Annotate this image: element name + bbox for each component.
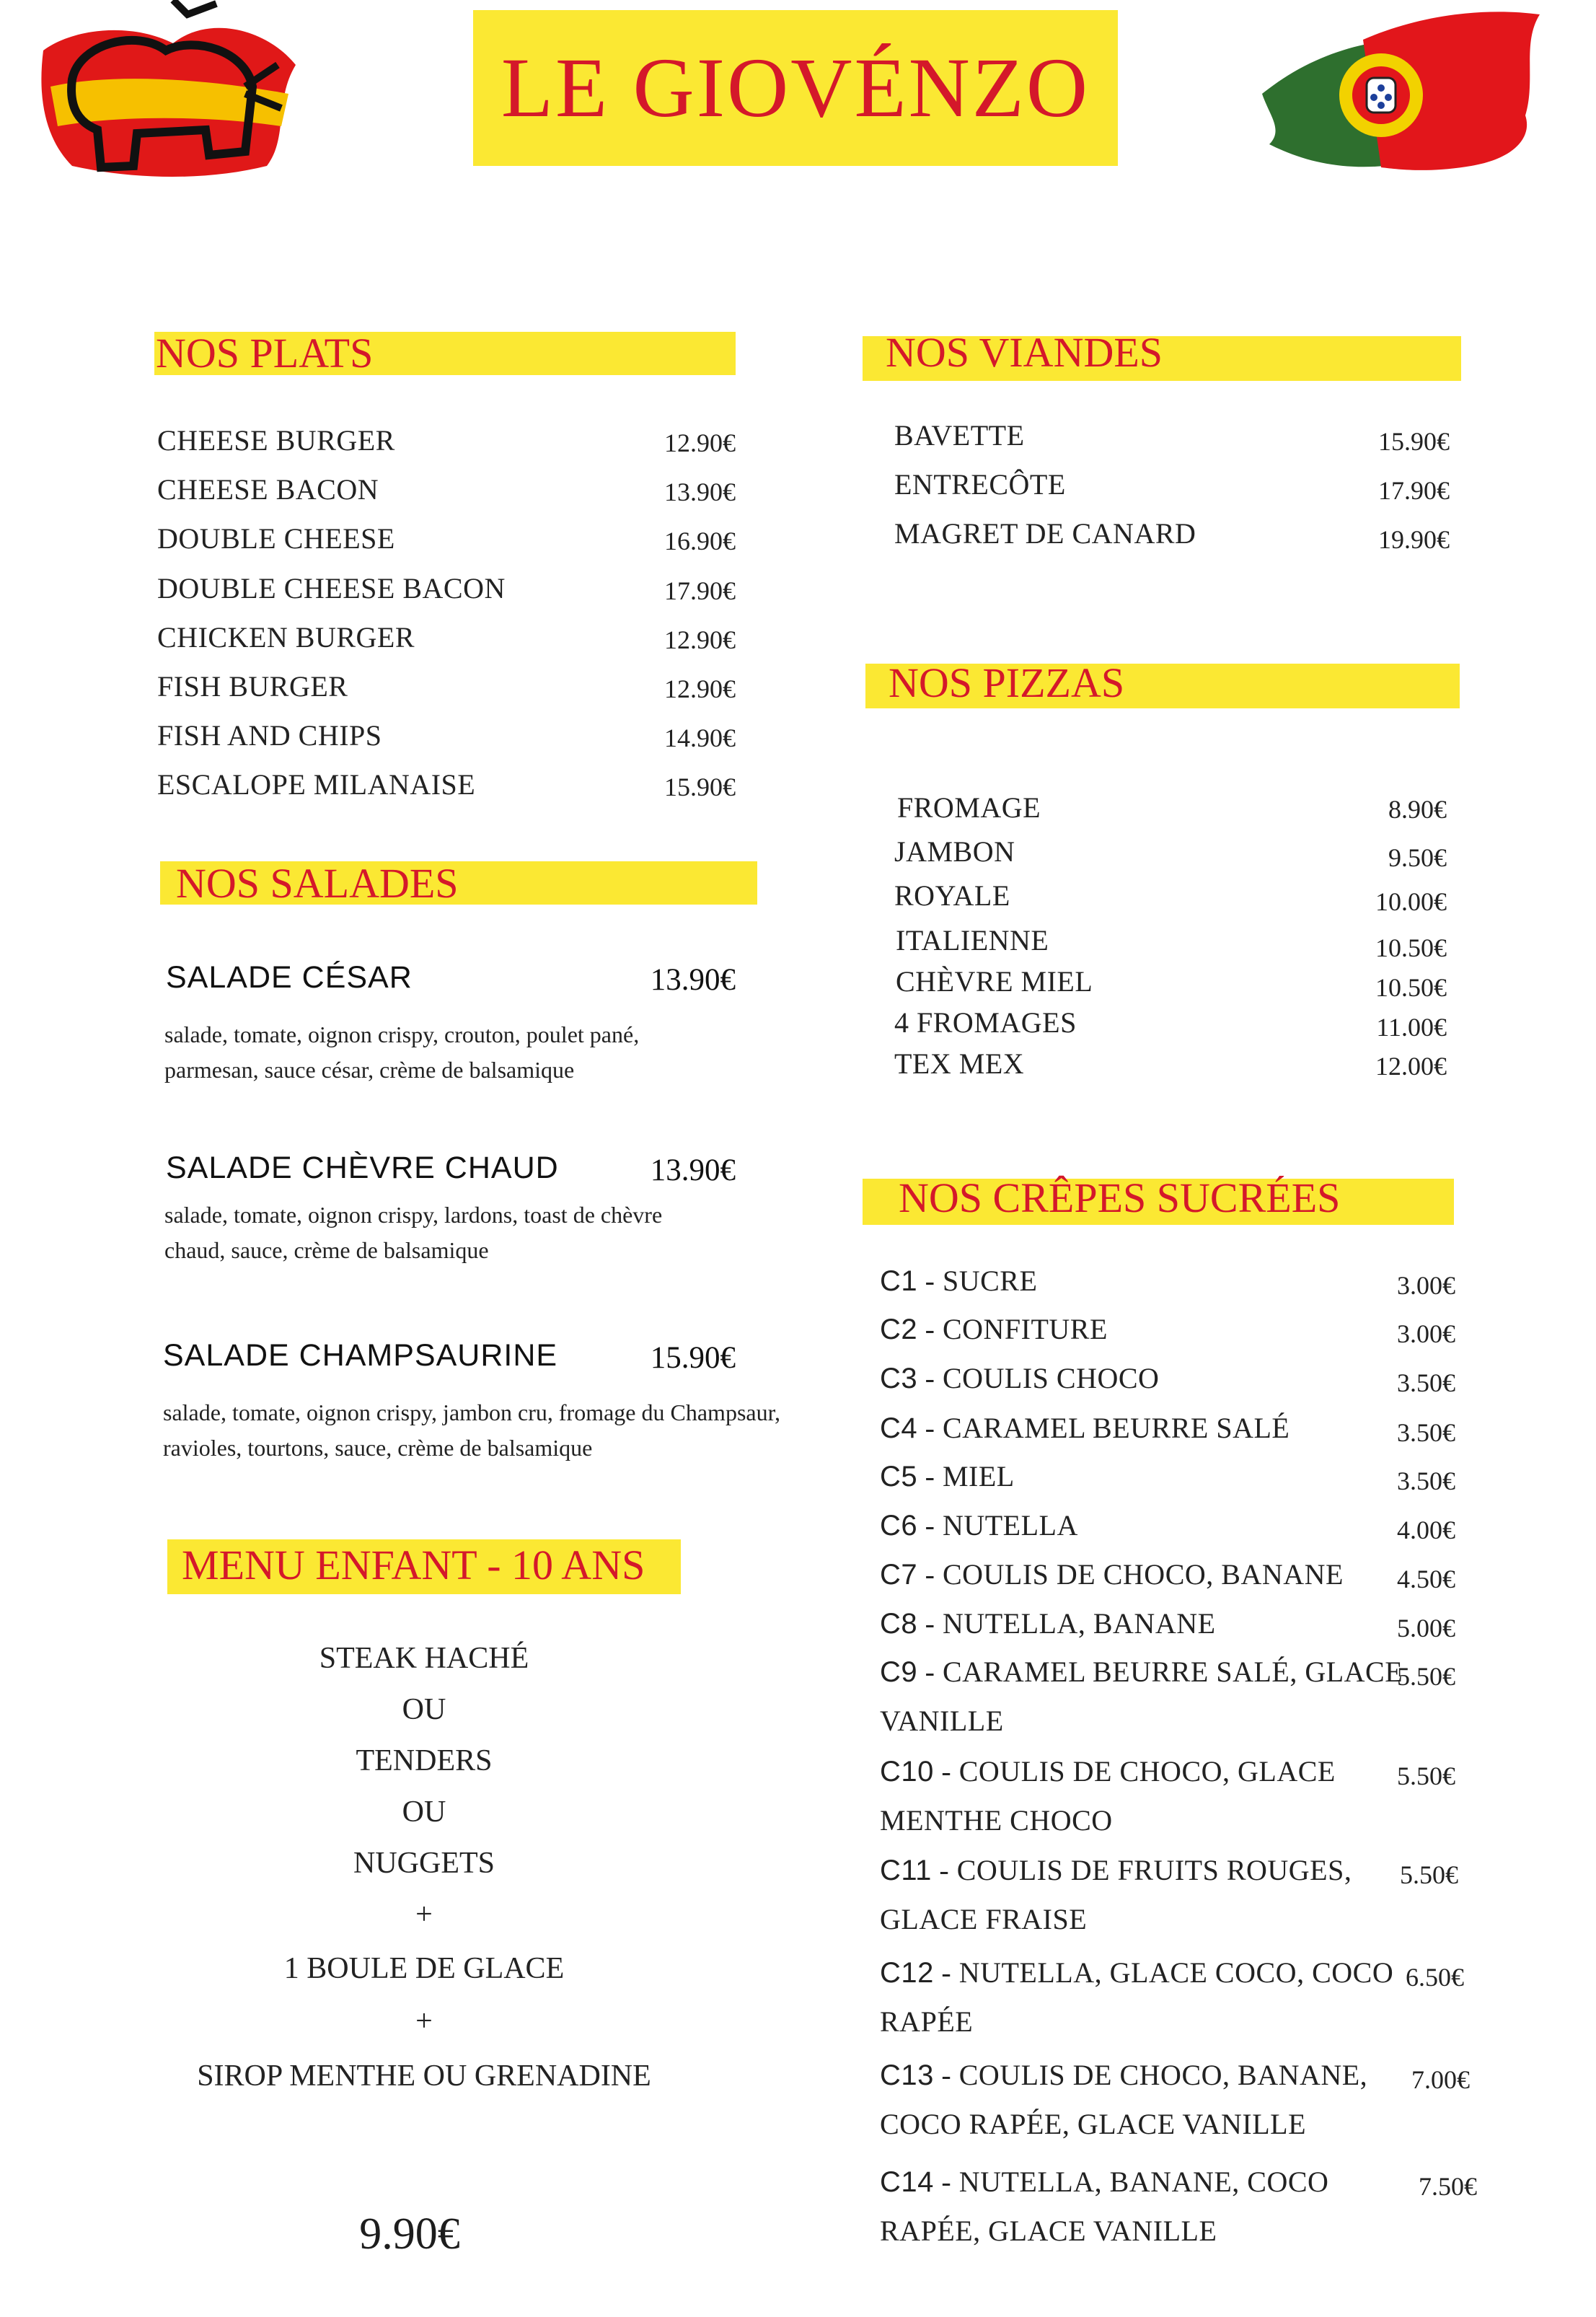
plats-item-price: 13.90€	[664, 478, 736, 506]
crepe-name: COULIS DE CHOCO, BANANE,	[958, 2059, 1368, 2091]
pizzas-item-name: CHÈVRE MIEL	[896, 965, 1093, 998]
pizzas-item-price: 9.50€	[1388, 843, 1447, 872]
crepe-name: COULIS DE CHOCO, BANANE	[942, 1558, 1344, 1591]
enfant-line: SIROP MENTHE OU GRENADINE	[197, 2059, 651, 2093]
crepe-code: C10	[880, 1756, 934, 1788]
pizzas-item-name: ROYALE	[894, 879, 1010, 912]
crepe-item	[880, 1414, 1289, 1443]
plats-item-price: 15.90€	[664, 773, 736, 801]
crepe-name-continued: COCO RAPÉE, GLACE VANILLE	[880, 2108, 1307, 2140]
crepe-price: 3.50€	[1397, 1467, 1455, 1495]
viandes-title: NOS VIANDES	[886, 329, 1163, 376]
crepe-code: C8	[880, 1608, 918, 1640]
crepe-name: COULIS CHOCO	[942, 1362, 1160, 1394]
crepe-name: COULIS DE FRUITS ROUGES,	[956, 1854, 1352, 1886]
crepe-price: 4.50€	[1397, 1565, 1455, 1593]
crepe-price: 7.00€	[1411, 2065, 1470, 2094]
salad-description: salade, tomate, oignon crispy, lardons, toast de chèvre chaud, sauce, crème de balsamique	[164, 1202, 663, 1263]
salad-description: salade, tomate, oignon crispy, crouton, poulet pané, parmesan, sauce césar, crème de balsamique	[164, 1021, 640, 1083]
crepe-code: C4	[880, 1412, 918, 1444]
plats-item-name: DOUBLE CHEESE BACON	[157, 572, 506, 604]
plats-item-name: DOUBLE CHEESE	[157, 522, 395, 555]
crepe-item	[880, 1658, 1403, 1687]
crepe-separator: -	[933, 2059, 959, 2091]
crepe-price: 5.00€	[1397, 1614, 1455, 1643]
crepe-code: C1	[880, 1265, 918, 1297]
plats-item-price: 14.90€	[664, 724, 736, 752]
restaurant-title: LE GIOVÉNZO	[501, 40, 1090, 135]
crepe-item	[880, 1315, 1108, 1344]
crepe-name: NUTELLA, BANANE	[942, 1607, 1216, 1640]
salad-price: 13.90€	[650, 1153, 736, 1187]
crepe-name: NUTELLA, BANANE, COCO	[958, 2166, 1329, 2198]
salad-name: SALADE CÉSAR	[166, 960, 413, 995]
crepe-name-continued: GLACE FRAISE	[880, 1903, 1088, 1935]
crepe-name: CARAMEL BEURRE SALÉ	[942, 1412, 1290, 1444]
crepe-separator: -	[933, 2166, 959, 2198]
viandes-item-price: 19.90€	[1378, 525, 1450, 554]
pizzas-item-price: 12.00€	[1375, 1052, 1447, 1081]
salad-description: salade, tomate, oignon crispy, jambon cru, fromage du Champsaur, ravioles, tourtons, sauce, crème de balsamique	[163, 1399, 780, 1461]
crepe-code: C9	[880, 1656, 918, 1688]
plats-item-price: 12.90€	[664, 625, 736, 654]
crepe-price: 3.50€	[1397, 1418, 1455, 1447]
enfant-line: OU	[402, 1693, 446, 1726]
pizzas-title: NOS PIZZAS	[889, 659, 1125, 706]
crepe-name: CARAMEL BEURRE SALÉ, GLACE	[942, 1656, 1403, 1688]
crepe-price: 6.50€	[1406, 1963, 1464, 1992]
crepe-name: NUTELLA, GLACE COCO, COCO	[958, 1956, 1394, 1989]
crepe-item	[880, 2061, 1367, 2090]
plats-item-price: 12.90€	[664, 674, 736, 703]
crepe-name: COULIS DE CHOCO, GLACE	[958, 1755, 1336, 1788]
plats-item-price: 12.90€	[664, 428, 736, 457]
viandes-item-price: 15.90€	[1378, 427, 1450, 456]
crepe-item	[880, 1958, 1393, 1987]
enfant-line: +	[415, 2005, 433, 2038]
crepe-separator: -	[917, 1607, 943, 1640]
crepe-item	[880, 1267, 1037, 1296]
pizzas-item-price: 10.00€	[1375, 887, 1447, 916]
salad-name: SALADE CHAMPSAURINE	[163, 1338, 558, 1373]
pizzas-item-price: 10.50€	[1375, 973, 1447, 1002]
enfant-line: STEAK HACHÉ	[319, 1642, 529, 1675]
crepe-name: CONFITURE	[942, 1313, 1108, 1345]
plats-item-name: FISH AND CHIPS	[157, 719, 382, 752]
crepe-name: SUCRE	[942, 1265, 1038, 1297]
crepe-separator: -	[931, 1854, 957, 1886]
crepe-code: C3	[880, 1363, 918, 1394]
enfant-price: 9.90€	[359, 2210, 460, 2259]
salad-price: 15.90€	[650, 1341, 736, 1375]
enfant-line: 1 BOULE DE GLACE	[283, 1952, 565, 1985]
plats-item-price: 16.90€	[664, 527, 736, 555]
crepe-code: C2	[880, 1314, 918, 1345]
viandes-item-name: MAGRET DE CANARD	[894, 517, 1196, 550]
crepe-item	[880, 2168, 1328, 2197]
crepe-code: C13	[880, 2059, 934, 2091]
viandes-item-name: BAVETTE	[894, 419, 1025, 452]
plats-title: NOS PLATS	[156, 330, 374, 377]
crepe-price: 5.50€	[1400, 1860, 1458, 1889]
crepe-separator: -	[917, 1265, 943, 1297]
pizzas-item-name: JAMBON	[894, 835, 1015, 868]
viandes-item-name: ENTRECÔTE	[894, 468, 1066, 501]
crepe-separator: -	[917, 1460, 943, 1492]
crepe-price: 3.00€	[1397, 1271, 1455, 1300]
crepe-item	[880, 1364, 1159, 1393]
enfant-line: TENDERS	[356, 1744, 493, 1777]
crepe-item	[880, 1462, 1015, 1491]
crepe-code: C7	[880, 1559, 918, 1591]
crepe-price: 5.50€	[1397, 1662, 1455, 1691]
portuguese-flag-icon	[1255, 0, 1543, 195]
crepe-price: 3.50€	[1397, 1368, 1455, 1397]
salad-name: SALADE CHÈVRE CHAUD	[166, 1151, 559, 1185]
crepe-code: C14	[880, 2166, 934, 2198]
pizzas-item-price: 11.00€	[1376, 1013, 1447, 1042]
enfant-line: OU	[402, 1795, 446, 1829]
crepe-code: C12	[880, 1957, 934, 1989]
plats-item-name: CHICKEN BURGER	[157, 621, 415, 654]
crepe-code: C5	[880, 1461, 918, 1492]
plats-item-price: 17.90€	[664, 576, 736, 605]
crepe-code: C6	[880, 1510, 918, 1542]
pizzas-item-name: FROMAGE	[897, 791, 1041, 824]
salad-price: 13.90€	[650, 963, 736, 997]
enfant-line: NUGGETS	[353, 1847, 495, 1880]
crepe-separator: -	[933, 1755, 959, 1788]
enfant-title: MENU ENFANT - 10 ANS	[182, 1542, 645, 1588]
crepe-item	[880, 1856, 1352, 1885]
crepe-separator: -	[917, 1313, 943, 1345]
viandes-item-price: 17.90€	[1378, 476, 1450, 505]
plats-item-name: ESCALOPE MILANAISE	[157, 768, 476, 801]
crepe-name-continued: MENTHE CHOCO	[880, 1804, 1113, 1837]
crepe-name-continued: VANILLE	[880, 1705, 1004, 1737]
pizzas-item-name: 4 FROMAGES	[894, 1006, 1077, 1039]
crepe-separator: -	[933, 1956, 959, 1989]
crepe-price: 3.00€	[1397, 1319, 1455, 1348]
crepe-name: NUTELLA	[942, 1509, 1078, 1542]
crepe-code: C11	[880, 1855, 932, 1886]
plats-item-name: CHEESE BURGER	[157, 424, 395, 457]
crepe-separator: -	[917, 1362, 943, 1394]
crepe-price: 5.50€	[1397, 1762, 1455, 1790]
crepe-price: 7.50€	[1419, 2172, 1477, 2201]
crepe-name-continued: RAPÉE	[880, 2005, 974, 2038]
pizzas-item-name: ITALIENNE	[896, 924, 1049, 957]
crepe-item	[880, 1560, 1344, 1589]
plats-item-name: FISH BURGER	[157, 670, 348, 703]
crepe-price: 4.00€	[1397, 1516, 1455, 1544]
crepe-item	[880, 1511, 1078, 1540]
crepe-name: MIEL	[942, 1460, 1015, 1492]
crepe-separator: -	[917, 1412, 943, 1444]
crepe-separator: -	[917, 1656, 943, 1688]
crepe-name-continued: RAPÉE, GLACE VANILLE	[880, 2215, 1217, 2247]
crepe-item	[880, 1757, 1336, 1786]
crepe-separator: -	[917, 1509, 943, 1542]
crepe-separator: -	[917, 1558, 943, 1591]
pizzas-item-name: TEX MEX	[894, 1047, 1025, 1080]
pizzas-item-price: 8.90€	[1388, 795, 1447, 824]
plats-item-name: CHEESE BACON	[157, 473, 379, 506]
enfant-line: +	[415, 1898, 433, 1931]
crepes-title: NOS CRÊPES SUCRÉES	[899, 1174, 1341, 1221]
pizzas-item-price: 10.50€	[1375, 933, 1447, 962]
spanish-flag-bull-icon	[29, 0, 317, 195]
crepe-item	[880, 1609, 1216, 1638]
salades-title: NOS SALADES	[176, 860, 459, 907]
